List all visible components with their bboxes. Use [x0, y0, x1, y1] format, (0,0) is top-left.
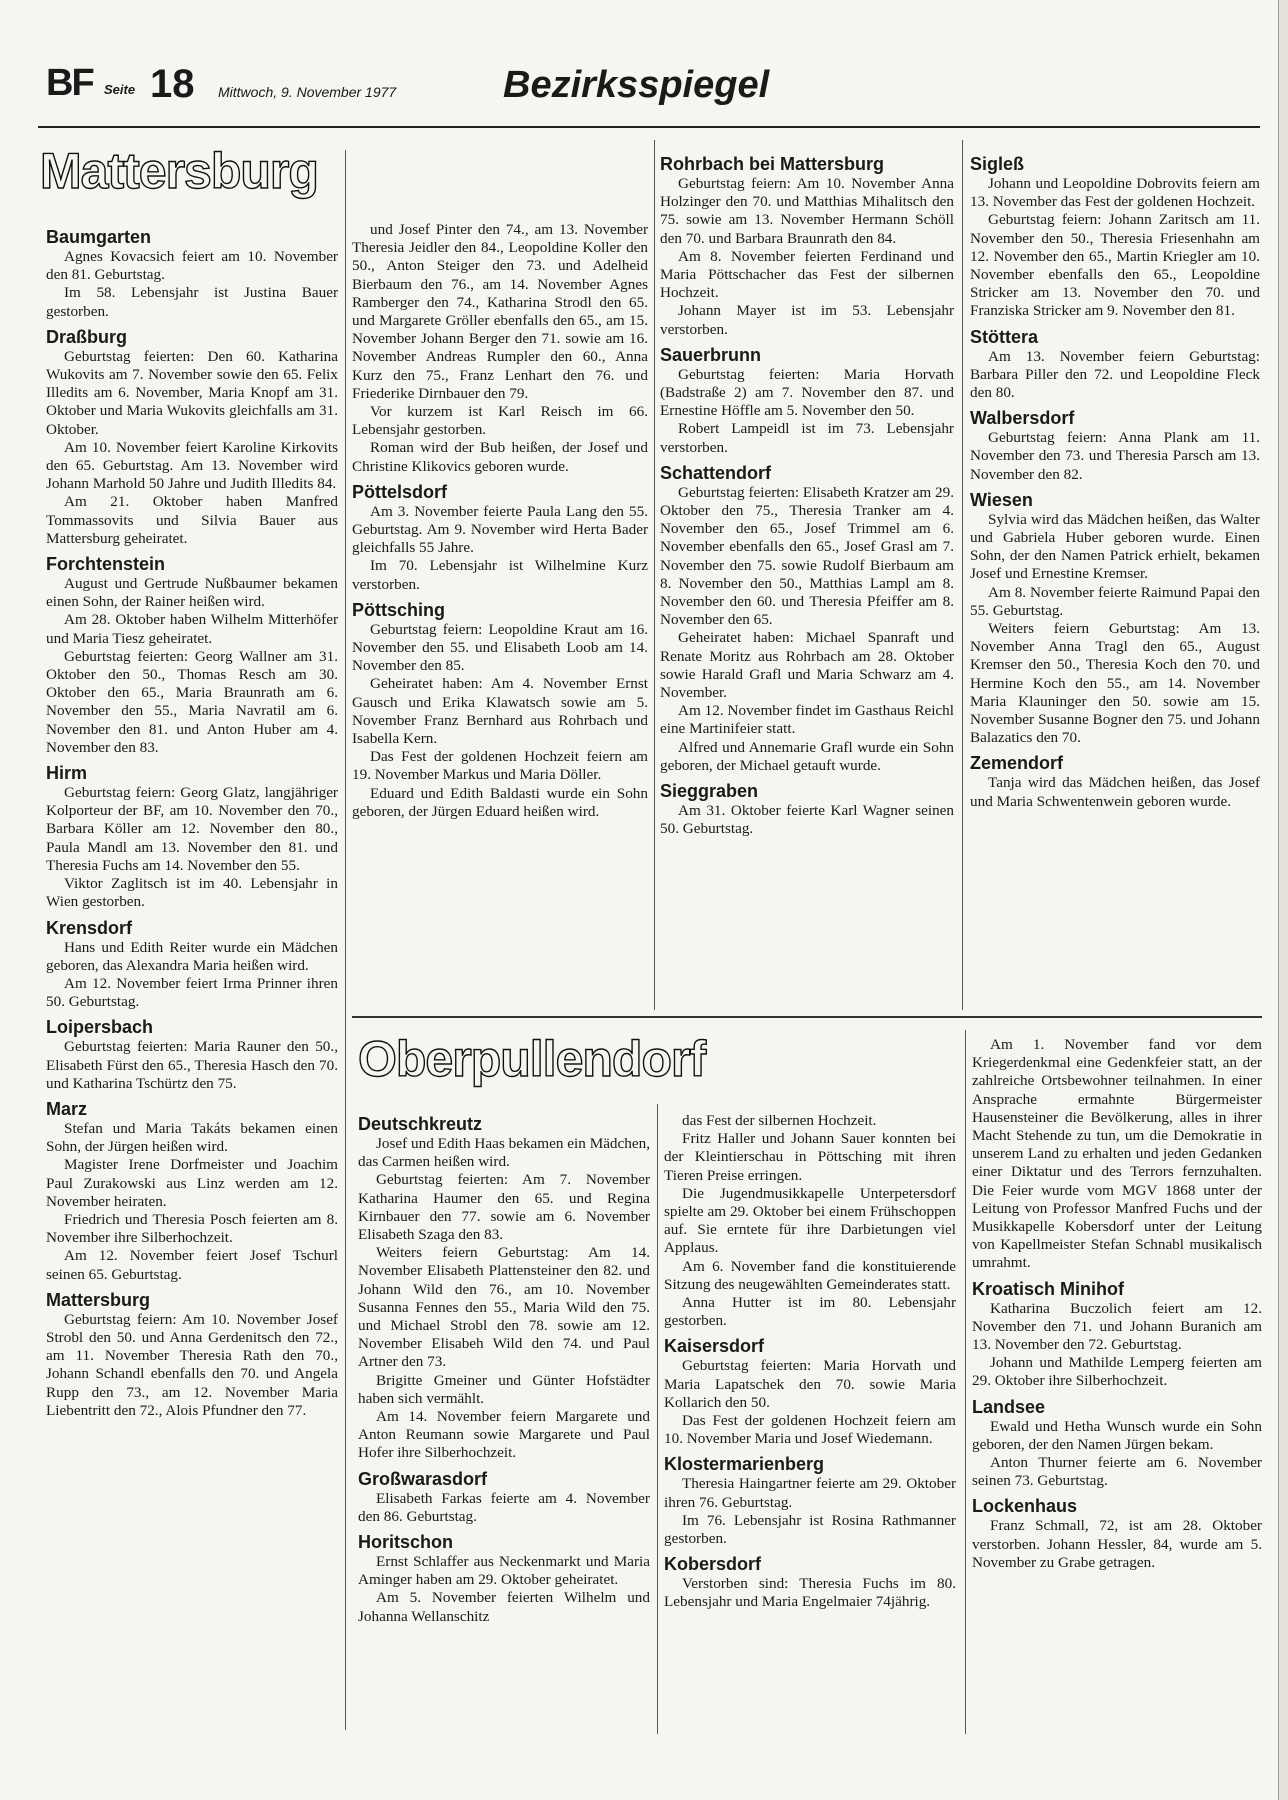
region-heading-mattersburg: Mattersburg	[40, 143, 318, 199]
article-paragraph: Theresia Haingartner feierte am 29. Oktober ihren 76. Geburtstag.	[664, 1475, 956, 1511]
article-column	[970, 148, 1260, 811]
article-paragraph: Am 13. November feiern Geburtstag: Barbara Piller den 72. und Leopoldine Fleck den 80.	[970, 347, 1260, 402]
article-paragraph: Verstorben sind: Theresia Fuchs im 80. Lebensjahr und Maria Engelmaier 74jährig.	[664, 1575, 956, 1611]
place-heading: Rohrbach bei Mattersburg	[660, 154, 885, 174]
article-paragraph: Das Fest der goldenen Hochzeit feiern am 19. November Markus und Maria Döller.	[352, 748, 648, 784]
article-paragraph: Friedrich und Theresia Posch feierten am 8. November ihre Silberhochzeit.	[46, 1210, 338, 1247]
place-heading: Hirm	[46, 763, 88, 784]
article-paragraph: Am 14. November feiern Margarete und Anton Reumann sowie Margarete und Paul Hofer ihre Silberhochzeit.	[358, 1408, 650, 1462]
article-paragraph: Am 3. November feierte Paula Lang den 55. Geburtstag. Am 9. November wird Herta Bader gleichfalls 55 Jahre.	[352, 502, 648, 557]
place-heading: Kaisersdorf	[664, 1336, 765, 1357]
article-paragraph: Geburtstag feierten: Maria Horvath und Maria Lapatschek den 70. sowie Maria Kollarich den 50.	[664, 1357, 956, 1411]
place-heading: Baumgarten	[46, 227, 152, 247]
article-paragraph: Tanja wird das Mädchen heißen, das Josef und Maria Schwentenwein geboren wurde.	[970, 774, 1260, 810]
article-paragraph: Josef und Edith Haas bekamen ein Mädchen, das Carmen heißen wird.	[358, 1135, 650, 1171]
article-paragraph: Katharina Buczolich feiert am 12. November den 71. und Johann Buranich am 13. November den 72. Geburtstag.	[972, 1299, 1262, 1354]
place-heading: Pöttsching	[352, 599, 445, 620]
section-divider	[352, 1016, 1262, 1018]
article-paragraph: Am 10. November feiert Karoline Kirkovits den 65. Geburtstag. Am 13. November wird Johann Marhold 50 Jahre und Judith Illedits 84.	[46, 438, 338, 493]
place-heading: Draßburg	[46, 326, 127, 347]
article-paragraph: Am 8. November feierte Raimund Papai den 55. Geburtstag.	[970, 583, 1260, 619]
article-paragraph: Die Jugendmusikkapelle Unterpetersdorf spielte am 29. Oktober bei einem Frühschoppen auf. Sie erntete für ihre Darbietungen viel Applaus.	[664, 1184, 956, 1257]
article-paragraph: Weiters feiern Geburtstag: Am 14. November Elisabeth Plattensteiner den 82. und Johann Wild den 76., am 10. November Susanna Fennes den 55., Maria Wild den 75. und Michael Strobl den 78. sowie am 12. November Elisabeh Wild den 74. und Paul Artner den 73.	[358, 1244, 650, 1371]
article-paragraph: Geburtstag feiern: Leopoldine Kraut am 16. November den 55. und Elisabeth Loob am 14. November den 85.	[352, 620, 648, 675]
place-heading: Krensdorf	[46, 917, 133, 938]
article-paragraph: Brigitte Gmeiner und Günter Hofstädter haben sich vermählt.	[358, 1371, 650, 1407]
article-paragraph: Am 12. November findet im Gasthaus Reichl eine Martinifeier statt.	[660, 702, 954, 738]
page-edge	[1278, 0, 1288, 1800]
article-paragraph: Geburtstag feierten: Maria Rauner den 50., Elisabeth Fürst den 65., Theresia Hasch den 70. und Katharina Tschürtz den 75.	[46, 1038, 338, 1092]
article-paragraph: Geburtstag feierten: Georg Wallner am 31. Oktober den 50., Thomas Resch am 30. Oktober den 65., Maria Braunrath am 6. November den 55., Maria Navratil am 6. November den 81. und Anton Huber am 4. November den 83.	[46, 647, 338, 756]
article-paragraph: Am 28. Oktober haben Wilhelm Mitterhöfer und Maria Tiesz geheiratet.	[46, 611, 338, 647]
article-paragraph: Das Fest der goldenen Hochzeit feiern am 10. November Maria und Josef Wiedemann.	[664, 1412, 956, 1448]
place-heading: Marz	[46, 1098, 88, 1119]
article-paragraph: August und Gertrude Nußbaumer bekamen einen Sohn, der Rainer heißen wird.	[46, 575, 338, 611]
place-heading: Loipersbach	[46, 1017, 154, 1038]
place-heading: Klostermarienberg	[664, 1454, 825, 1475]
article-paragraph: Ewald und Hetha Wunsch wurde ein Sohn geboren, der den Namen Jürgen bekam.	[972, 1417, 1262, 1453]
article-paragraph: Elisabeth Farkas feierte am 4. November den 86. Geburtstag.	[358, 1489, 650, 1525]
article-paragraph: Hans und Edith Reiter wurde ein Mädchen geboren, das Alexandra Maria heißen wird.	[46, 938, 338, 974]
column-divider	[965, 1030, 966, 1734]
article-paragraph: Am 6. November fand die konstituierende Sitzung des neugewählten Gemeinderates statt.	[664, 1257, 956, 1293]
article-paragraph: Agnes Kovacsich feiert am 10. November den 81. Geburtstag.	[46, 248, 338, 284]
article-column	[664, 1112, 956, 1612]
article-paragraph: Anton Thurner feierte am 6. November seinen 73. Geburtstag.	[972, 1454, 1262, 1490]
place-heading: Sieggraben	[660, 781, 759, 802]
article-paragraph: Stefan und Maria Takáts bekamen einen Sohn, der Jürgen heißen wird.	[46, 1119, 338, 1156]
place-heading: Kobersdorf	[664, 1554, 762, 1575]
article-paragraph: Weiters feiern Geburtstag: Am 13. November Anna Tragl den 65., August Kremser den 50., Theresia Koch den 70. und Hermine Koch den 55., am 14. November Maria Klauninger den 50. sowie am 15. November Susanne Bogner den 75. und Johann Balazatics den 70.	[970, 620, 1260, 747]
place-heading: Mattersburg	[46, 1289, 151, 1310]
article-paragraph: Im 76. Lebensjahr ist Rosina Rathmanner gestorben.	[664, 1511, 956, 1548]
article-paragraph: Am 31. Oktober feierte Karl Wagner seinen 50. Geburtstag.	[660, 802, 954, 838]
section-title: Bezirksspiegel	[503, 64, 770, 106]
column-divider	[654, 140, 655, 1010]
article-paragraph: Am 12. November feiert Irma Prinner ihren 50. Geburtstag.	[46, 974, 338, 1011]
place-heading: Großwarasdorf	[358, 1468, 488, 1489]
article-paragraph: Franz Schmall, 72, ist am 28. Oktober verstorben. Johann Hessler, 84, wurde am 5. November zu Grabe getragen.	[972, 1517, 1262, 1571]
article-paragraph: Johann Mayer ist im 53. Lebensjahr verstorben.	[660, 302, 954, 338]
region-heading-oberpullendorf: Oberpullendorf	[358, 1031, 706, 1087]
column-divider	[657, 1104, 658, 1734]
place-heading: Walbersdorf	[970, 408, 1075, 429]
article-paragraph: Johann und Mathilde Lemperg feierten am 29. Oktober ihre Silberhochzeit.	[972, 1354, 1262, 1390]
place-heading: Forchtenstein	[46, 554, 166, 575]
place-heading: Wiesen	[970, 489, 1033, 510]
article-column	[358, 1108, 650, 1626]
article-paragraph: Geheiratet haben: Michael Spanraft und Renate Moritz aus Rohrbach am 28. Oktober sowie Harald Grafl und Maria Schwarz am 4. November.	[660, 629, 954, 702]
article-paragraph: Geburtstag feierten: Den 60. Katharina Wukovits am 7. November sowie den 65. Felix Illedits am 6. November, Maria Knopf am 31. Oktober und Maria Wukovits gleichfalls am 31. Oktober.	[46, 347, 338, 438]
article-paragraph: Am 21. Oktober haben Manfred Tommassovits und Silvia Bauer aus Mattersburg geheiratet.	[46, 493, 338, 547]
place-heading: Pöttelsdorf	[352, 481, 448, 502]
article-paragraph: Robert Lampeidl ist im 73. Lebensjahr verstorben.	[660, 420, 954, 456]
place-heading: Stöttera	[970, 326, 1039, 347]
article-paragraph: Geheiratet haben: Am 4. November Ernst Gausch und Erika Klawatsch sowie am 5. November Franz Bernhard aus Rohrbach und Isabella Kern.	[352, 675, 648, 748]
page-label: Seite	[104, 82, 136, 97]
column-divider	[962, 140, 963, 1010]
article-paragraph: Geburtstag feiern: Anna Plank am 11. November den 73. und Theresia Parsch am 13. November den 82.	[970, 429, 1260, 483]
article-paragraph: Anna Hutter ist im 80. Lebensjahr gestorben.	[664, 1294, 956, 1330]
article-column	[352, 221, 648, 821]
article-paragraph: Geburtstag feiern: Am 10. November Josef Strobl den 50. und Anna Gerdenitsch den 72., am 11. November Theresia Rath den 70., Johann Schandl ebenfalls den 70. und Angela Rupp den 73., am 12. November Maria Liebentritt den 72., Alois Pfundner den 77.	[46, 1310, 338, 1419]
article-paragraph: Geburtstag feiern: Georg Glatz, langjähriger Kolporteur der BF, am 10. November den 70., Barbara Köller am 12. November den 80., Paula Mandl am 13. November den 81. und Theresia Fuchs am 14. November den 55.	[46, 784, 338, 874]
article-paragraph: Geburtstag feiern: Am 10. November Anna Holzinger den 70. und Matthias Mihalitsch den 75. sowie am 13. November Hermann Schöll den 70. und Barbara Braunrath den 84.	[660, 175, 954, 247]
article-column	[46, 221, 338, 1420]
place-heading: Deutschkreutz	[358, 1114, 483, 1134]
page-number: 18	[150, 62, 195, 106]
article-paragraph: und Josef Pinter den 74., am 13. November Theresia Jeidler den 84., Leopoldine Koller den 50., Anton Steiger den 73. und Adelheid Bierbaum den 76., am 14. November Agnes Ramberger den 74., Katharina Strodl den 65. und Margarete Gröller ebenfalls den 65., am 15. November Johann Berger den 71. sowie am 16. November Andreas Rumpler den 60., Anna Kurz den 75., Franz Lenhart den 76. und Friederike Dirnbauer den 79.	[352, 221, 648, 402]
article-paragraph: Am 12. November feiert Josef Tschurl seinen 65. Geburtstag.	[46, 1247, 338, 1283]
article-column	[972, 1036, 1262, 1572]
article-paragraph: Am 5. November feierten Wilhelm und Johanna Wellanschitz	[358, 1589, 650, 1625]
place-heading: Schattendorf	[660, 462, 772, 483]
article-paragraph: Eduard und Edith Baldasti wurde ein Sohn geboren, der Jürgen Eduard heißen wird.	[352, 784, 648, 820]
page-header	[38, 58, 1260, 128]
newspaper-logo: BF	[46, 62, 93, 104]
article-paragraph: Johann und Leopoldine Dobrovits feiern am 13. November das Fest der goldenen Hochzeit.	[970, 175, 1260, 211]
place-heading: Horitschon	[358, 1532, 454, 1553]
article-paragraph: Ernst Schlaffer aus Neckenmarkt und Maria Aminger haben am 29. Oktober geheiratet.	[358, 1553, 650, 1589]
article-paragraph: Im 58. Lebensjahr ist Justina Bauer gestorben.	[46, 284, 338, 320]
article-paragraph: Roman wird der Bub heißen, der Josef und Christine Klikovics geboren wurde.	[352, 439, 648, 475]
article-paragraph: Geburtstag feierten: Maria Horvath (Badstraße 2) am 7. November den 87. und Ernestine Höffle am 5. November den 50.	[660, 365, 954, 420]
place-heading: Kroatisch Minihof	[972, 1278, 1124, 1299]
place-heading: Sauerbrunn	[660, 344, 762, 365]
article-paragraph: Vor kurzem ist Karl Reisch im 66. Lebensjahr gestorben.	[352, 403, 648, 439]
issue-date: Mittwoch, 9. November 1977	[218, 84, 397, 100]
article-column	[660, 148, 954, 839]
article-paragraph: Sylvia wird das Mädchen heißen, das Walter und Gabriela Huber geboren wurde. Einen Sohn, der den Namen Patrick erhielt, bekamen Josef und Ernestine Kremser.	[970, 510, 1260, 583]
column-divider	[345, 150, 346, 1730]
place-heading: Lockenhaus	[972, 1496, 1078, 1517]
place-heading: Zemendorf	[970, 753, 1064, 774]
article-paragraph: Geburtstag feierten: Elisabeth Kratzer am 29. Oktober den 75., Theresia Tranker am 4. November den 65., Josef Trimmel am 6. November ebenfalls den 65., Josef Grasl am 7. November den 75. sowie Rudolf Bierbaum am 8. November den 50., Matthias Lampl am 8. November den 60. und Theresia Pfeiffer am 8. November den 65.	[660, 483, 954, 629]
article-paragraph: Viktor Zaglitsch ist im 40. Lebensjahr in Wien gestorben.	[46, 875, 338, 911]
article-paragraph: Fritz Haller und Johann Sauer konnten bei der Kleintierschau in Pöttsching mit ihren Tieren Preise erringen.	[664, 1130, 956, 1184]
article-paragraph: Magister Irene Dorfmeister und Joachim Paul Zurakowski aus Linz werden am 12. November heiraten.	[46, 1156, 338, 1210]
article-paragraph: Am 8. November feierten Ferdinand und Maria Pöttschacher das Fest der silbernen Hochzeit.	[660, 247, 954, 302]
place-heading: Landsee	[972, 1396, 1046, 1417]
article-paragraph: Geburtstag feierten: Am 7. November Katharina Haumer den 65. und Regina Kirnbauer den 77. sowie am 6. November Elisabeth Szaga den 83.	[358, 1171, 650, 1244]
article-paragraph: Am 1. November fand vor dem Kriegerdenkmal eine Gedenkfeier statt, an der zahlreiche Ortsbewohner teilnahmen. In einer Ansprache ermahnte Bürgermeister Hausensteiner die Bevölkerung, alles in ihrer Macht Stehende zu tun, um die Demokratie in unserem Land zu erhalten und jeden Gedanken einer Diktatur und des Terrors fernzuhalten. Die Feier wurde vom MGV 1868 unter der Leitung von Professor Manfred Fuchs und der Musikkapelle Kobersdorf unter der Leitung von Kapellmeister Stefan Schnabl musikalisch umrahmt.	[972, 1036, 1262, 1272]
article-paragraph: Geburtstag feiern: Johann Zaritsch am 11. November den 50., Theresia Friesenhahn am 12. November den 65., Martin Kriegler am 10. November ebenfalls den 65., Leopoldine Stricker am 13. November den 70. und Franziska Stricker am 9. November den 81.	[970, 211, 1260, 320]
article-paragraph: Alfred und Annemarie Grafl wurde ein Sohn geboren, der Michael getauft wurde.	[660, 738, 954, 774]
article-paragraph: das Fest der silbernen Hochzeit.	[682, 1112, 877, 1129]
article-paragraph: Im 70. Lebensjahr ist Wilhelmine Kurz verstorben.	[352, 557, 648, 593]
place-heading: Sigleß	[970, 154, 1025, 174]
